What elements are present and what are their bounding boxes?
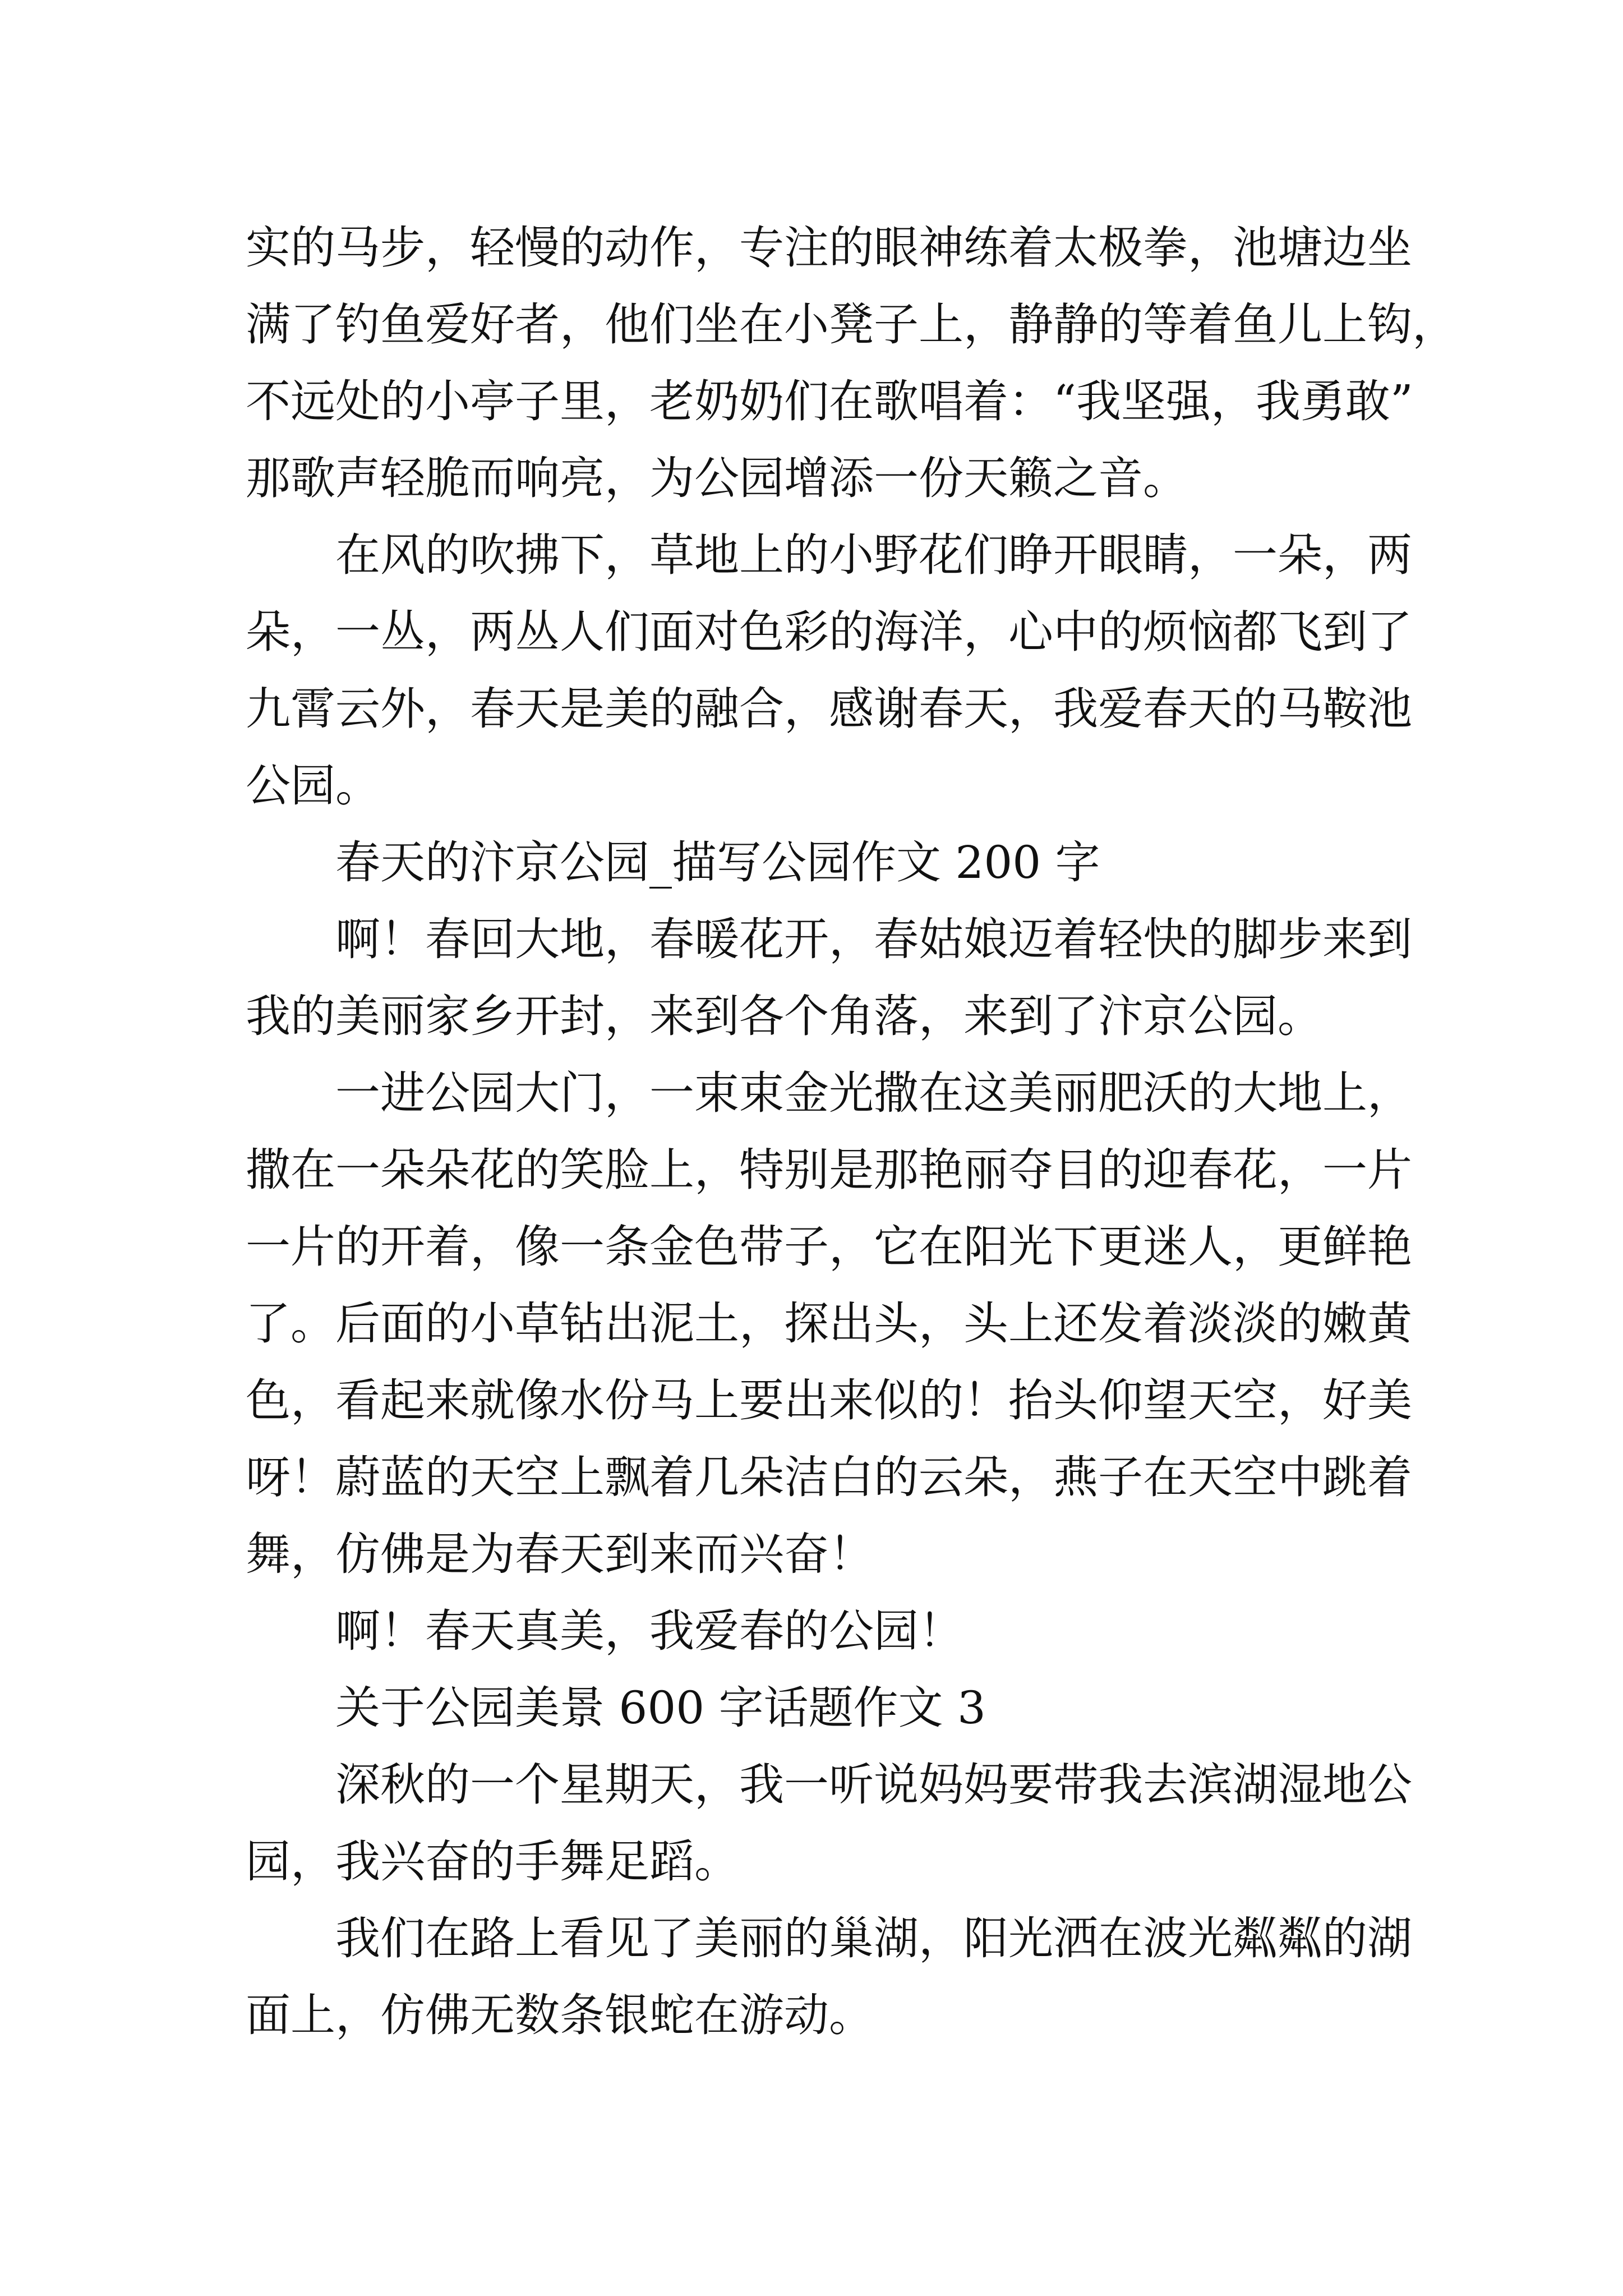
text-line: 九霄云外，春天是美的融合，感谢春天，我爱春天的马鞍池 [246,683,1412,735]
text-line: 我的美丽家乡开封，来到各个角落，来到了汴京公园。 [246,990,1322,1042]
text-line: 色，看起来就像水份马上要出来似的！抬头仰望天空，好美 [246,1374,1412,1427]
paragraph [246,901,1412,1055]
heading-text: 关于公园美景 600 字话题作文 3 [335,1682,986,1734]
text-line: 啊！春天真美，我爱春的公园！ [335,1605,963,1657]
text-line: 一片的开着，像一条金色带子，它在阳光下更迷人，更鲜艳 [246,1221,1412,1273]
section-heading [246,1669,1390,1746]
text-line: 了。后面的小草钻出泥土，探出头，头上还发着淡淡的嫩黄 [246,1297,1412,1350]
text-line: 公园。 [246,760,380,812]
text-line: 在风的吹拂下，草地上的小野花们睁开眼睛，一朵，两 [335,529,1412,581]
section-heading [246,824,1390,901]
text-line: 朵，一丛，两丛人们面对色彩的海洋，心中的烦恼都飞到了 [246,606,1412,658]
paragraph [246,1055,1412,1593]
paragraph [246,209,1457,517]
text-line: 面上，仿佛无数条银蛇在游动。 [246,1989,874,2041]
text-line: 舞，仿佛是为春天到来而兴奋！ [246,1528,874,1580]
text-line: 呀！蔚蓝的天空上飘着几朵洁白的云朵，燕子在天空中跳着 [246,1451,1412,1503]
text-line: 满了钓鱼爱好者，他们坐在小凳子上，静静的等着鱼儿上钩， [246,298,1457,351]
text-line: 不远处的小亭子里，老奶奶们在歌唱着：“我坚强，我勇敢” [246,375,1413,427]
body-text [246,209,1457,2054]
text-line: 撒在一朵朵花的笑脸上，特别是那艳丽夺目的迎春花，一片 [246,1144,1412,1196]
text-line: 实的马步，轻慢的动作，专注的眼神练着太极拳，池塘边坐 [246,222,1412,274]
paragraph [246,517,1412,824]
text-line: 啊！春回大地，春暖花开，春姑娘迈着轻快的脚步来到 [335,913,1412,965]
paragraph [246,1746,1412,1900]
text-line: 深秋的一个星期天，我一听说妈妈要带我去滨湖湿地公 [335,1759,1412,1811]
heading-text: 春天的汴京公园_描写公园作文 200 字 [335,836,1100,889]
paragraph [246,1900,1412,2054]
paragraph [246,1593,1390,1669]
text-line: 园，我兴奋的手舞足蹈。 [246,1835,739,1888]
text-line: 那歌声轻脆而响亮，为公园增添一份天籁之音。 [246,452,1188,504]
text-line: 我们在路上看见了美丽的巢湖，阳光洒在波光粼粼的湖 [335,1912,1412,1964]
text-line: 一进公园大门，一束束金光撒在这美丽肥沃的大地上， [335,1067,1412,1119]
